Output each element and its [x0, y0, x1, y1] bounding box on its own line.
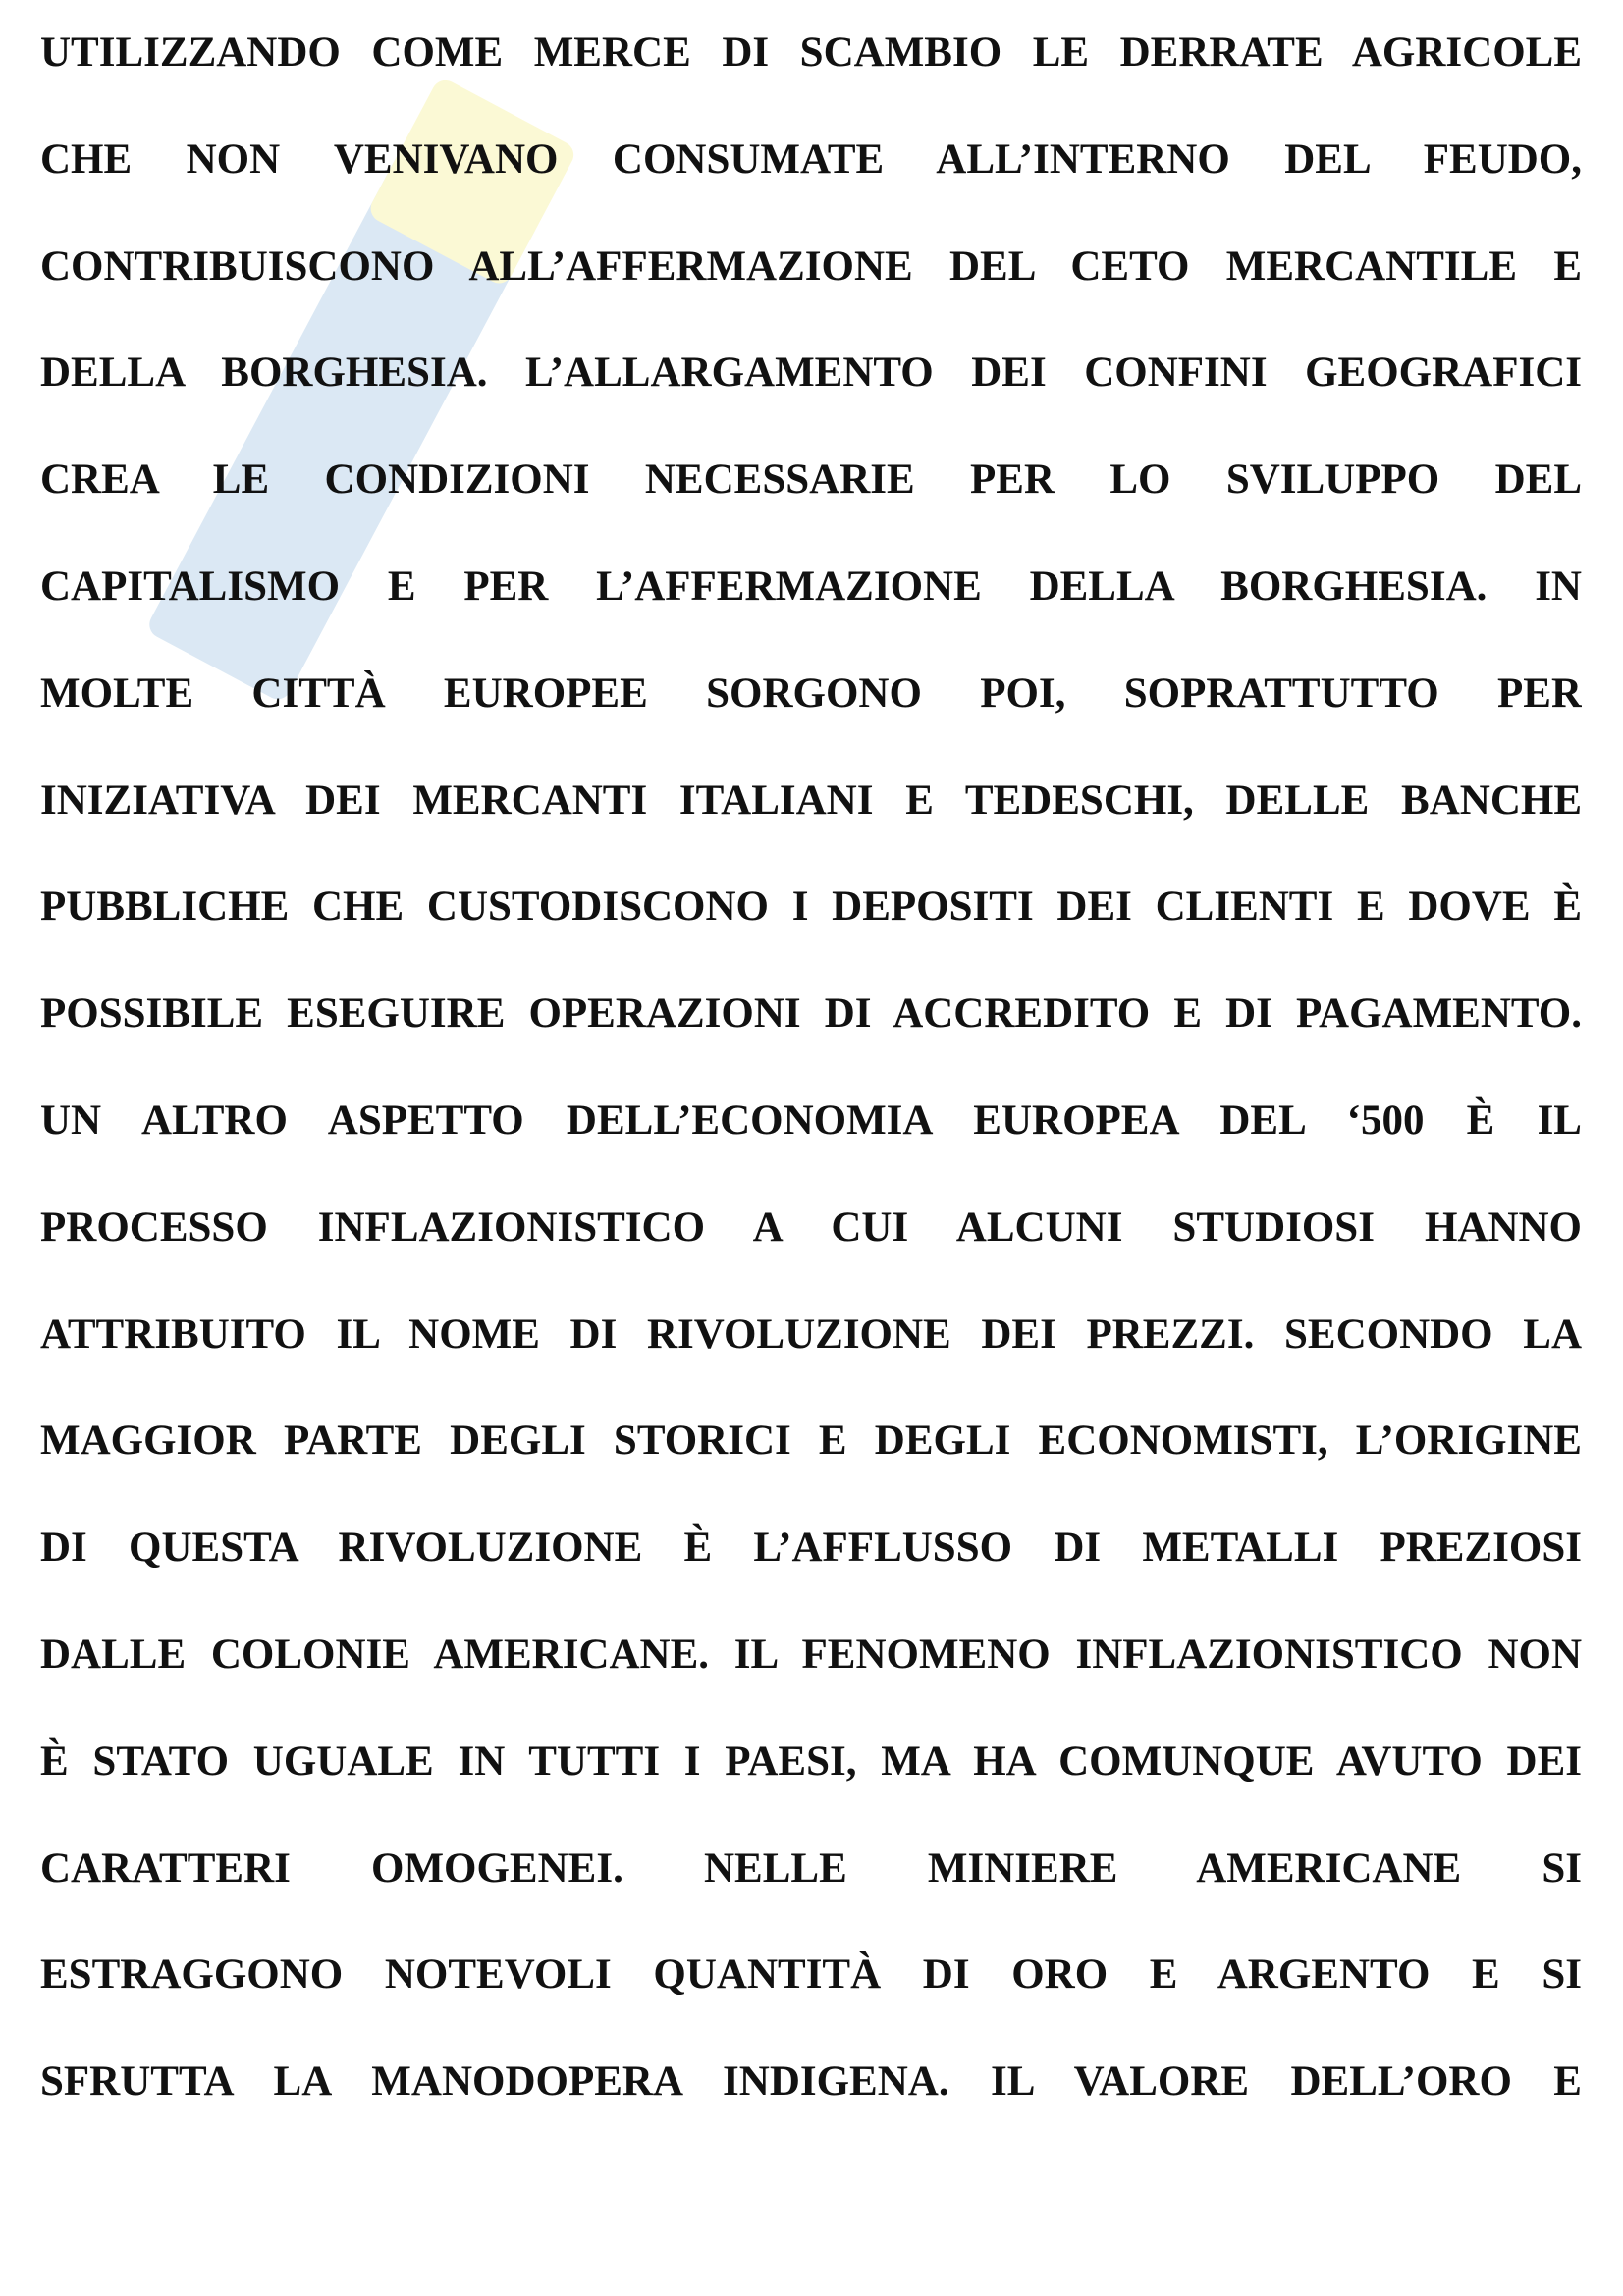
- text-line: DI QUESTA RIVOLUZIONE È L’AFFLUSSO DI METALLI PREZIOSI: [40, 1524, 1582, 1572]
- text-line: CONTRIBUISCONO ALL’AFFERMAZIONE DEL CETO MERCANTILE E: [40, 242, 1582, 290]
- text-line: CAPITALISMO E PER L’AFFERMAZIONE DELLA BORGHESIA. IN: [40, 562, 1582, 610]
- text-line: MOLTE CITTÀ EUROPEE SORGONO POI, SOPRATTUTTO PER: [40, 669, 1582, 717]
- text-line: CHE NON VENIVANO CONSUMATE ALL’INTERNO DEL FEUDO,: [40, 135, 1582, 183]
- text-line: UN ALTRO ASPETTO DELL’ECONOMIA EUROPEA DEL ‘500 È IL: [40, 1096, 1582, 1144]
- text-line: PUBBLICHE CHE CUSTODISCONO I DEPOSITI DEI CLIENTI E DOVE È: [40, 883, 1582, 931]
- body-text: [40, 22, 1582, 2158]
- text-line: UTILIZZANDO COME MERCE DI SCAMBIO LE DERRATE AGRICOLE: [40, 29, 1582, 76]
- text-line: POSSIBILE ESEGUIRE OPERAZIONI DI ACCREDITO E DI PAGAMENTO.: [40, 990, 1582, 1038]
- text-line: INIZIATIVA DEI MERCANTI ITALIANI E TEDESCHI, DELLE BANCHE: [40, 776, 1582, 824]
- text-line: È STATO UGUALE IN TUTTI I PAESI, MA HA COMUNQUE AVUTO DEI: [40, 1737, 1582, 1785]
- text-line: CARATTERI OMOGENEI. NELLE MINIERE AMERICANE SI: [40, 1844, 1582, 1892]
- text-line: ESTRAGGONO NOTEVOLI QUANTITÀ DI ORO E ARGENTO E SI: [40, 1951, 1582, 1999]
- text-line: DALLE COLONIE AMERICANE. IL FENOMENO INFLAZIONISTICO NON: [40, 1630, 1582, 1678]
- text-line: PROCESSO INFLAZIONISTICO A CUI ALCUNI STUDIOSI HANNO: [40, 1203, 1582, 1251]
- text-line: MAGGIOR PARTE DEGLI STORICI E DEGLI ECONOMISTI, L’ORIGINE: [40, 1417, 1582, 1465]
- text-line: SFRUTTA LA MANODOPERA INDIGENA. IL VALORE DELL’ORO E: [40, 2058, 1582, 2106]
- text-line: DELLA BORGHESIA. L’ALLARGAMENTO DEI CONFINI GEOGRAFICI: [40, 349, 1582, 397]
- text-line: CREA LE CONDIZIONI NECESSARIE PER LO SVILUPPO DEL: [40, 456, 1582, 504]
- text-line: ATTRIBUITO IL NOME DI RIVOLUZIONE DEI PREZZI. SECONDO LA: [40, 1310, 1582, 1358]
